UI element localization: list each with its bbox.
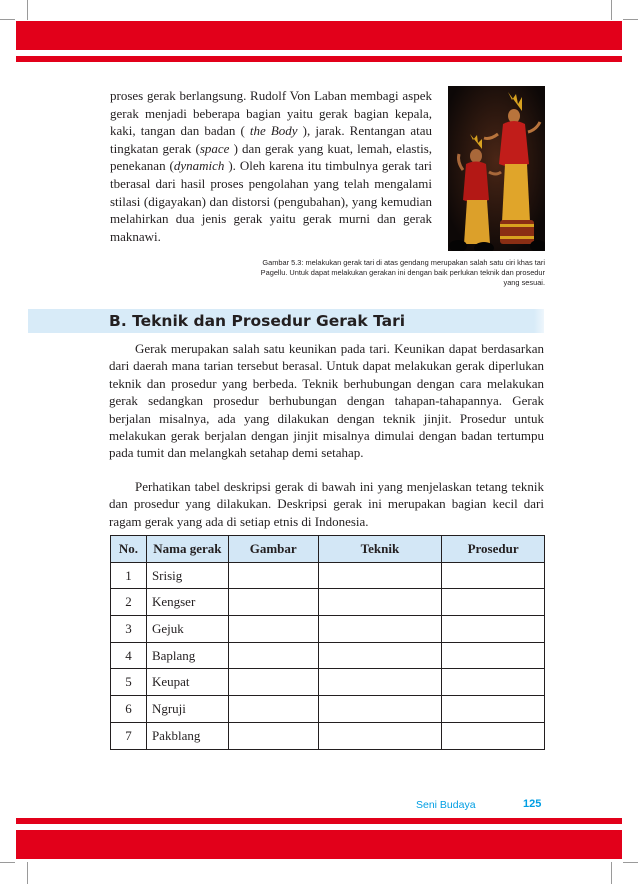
crop-mark xyxy=(623,19,638,20)
cell-image xyxy=(228,722,318,749)
table-row xyxy=(111,589,545,616)
text-line: dua jenis gerak yaitu gerak murni dan gerak maknawi. xyxy=(110,211,436,244)
cell-name: Ngruji xyxy=(146,696,228,723)
header-name: Nama gerak xyxy=(146,536,228,563)
cell-procedure xyxy=(442,696,545,723)
table-row xyxy=(111,616,545,643)
intro-paragraph xyxy=(110,87,436,245)
cell-technique xyxy=(318,589,442,616)
cell-image xyxy=(228,696,318,723)
section-heading: B. Teknik dan Prosedur Gerak Tari xyxy=(109,312,406,330)
header-no: No. xyxy=(111,536,147,563)
cell-no: 5 xyxy=(111,669,147,696)
cell-technique xyxy=(318,562,442,589)
heading-band-fade xyxy=(534,309,544,333)
movement-table xyxy=(110,535,545,750)
cell-no: 3 xyxy=(111,616,147,643)
table-header-row xyxy=(111,536,545,563)
footer-red-stripe xyxy=(16,818,622,824)
cell-image xyxy=(228,616,318,643)
cell-technique xyxy=(318,722,442,749)
table-row xyxy=(111,562,545,589)
cell-no: 6 xyxy=(111,696,147,723)
dancers-photo xyxy=(448,86,545,251)
text-line: ). Oleh karena xyxy=(224,158,304,174)
cell-technique xyxy=(318,642,442,669)
cell-name: Srisig xyxy=(146,562,228,589)
text-line: dan distorsi (pengubahan), yang kemudian melahirkan xyxy=(110,193,436,227)
header-procedure: Prosedur xyxy=(442,536,545,563)
cell-name: Kengser xyxy=(146,589,228,616)
text-line: pengolahan yang telah mengalami stilasi (digayakan) xyxy=(110,175,436,209)
text-line: ), jarak. xyxy=(297,123,345,139)
page-number: 125 xyxy=(523,798,542,810)
cell-name: Baplang xyxy=(146,642,228,669)
term-italic: space xyxy=(199,140,230,156)
text-line: Rentangan atau tingkatan gerak ( xyxy=(110,123,436,156)
term-italic: dynamich xyxy=(173,158,225,174)
cell-procedure xyxy=(442,722,545,749)
table-row xyxy=(111,722,545,749)
footer-red-band xyxy=(16,830,622,859)
text-line: ) dan gerak yang xyxy=(229,140,324,156)
term-italic: the Body xyxy=(249,123,298,139)
text-line: itu timbulnya gerak tari tberasal dari hasil proses xyxy=(110,158,436,191)
cell-procedure xyxy=(442,616,545,643)
cell-name: Pakblang xyxy=(146,722,228,749)
crop-mark xyxy=(611,0,612,20)
table-row xyxy=(111,696,545,723)
table-row xyxy=(111,642,545,669)
cell-no: 4 xyxy=(111,642,147,669)
table-row xyxy=(111,669,545,696)
header-red-band xyxy=(16,21,622,50)
text-line: kuat, lemah, elastis, penekanan ( xyxy=(110,140,436,174)
footer-book-title: Seni Budaya xyxy=(416,799,476,811)
crop-mark xyxy=(27,0,28,20)
table-intro-paragraph: Perhatikan tabel deskripsi gerak di bawah ini yang menjelaskan tetang teknik dan prosedur yang dilakukan. Deskripsi gerak ini merupakan bagian kecil dari ragam gerak yang ada di setiap etnis di Indonesia. xyxy=(109,479,544,529)
cell-technique xyxy=(318,616,442,643)
crop-mark xyxy=(27,862,28,884)
cell-no: 1 xyxy=(111,562,147,589)
header-technique: Teknik xyxy=(318,536,442,563)
cell-no: 7 xyxy=(111,722,147,749)
cell-technique xyxy=(318,696,442,723)
text-line: kepala, kaki, tangan dan badan ( xyxy=(110,105,436,139)
photo-caption: Gambar 5.3: melakukan gerak tari di atas gendang merupakan salah satu ciri khas tari Pagellu. Untuk dapat melakukan gerakan ini dengan baik perlukan teknik dan prosedur yang sesuai. xyxy=(260,258,545,288)
crop-mark xyxy=(611,862,612,884)
header-image: Gambar xyxy=(228,536,318,563)
cell-procedure xyxy=(442,589,545,616)
cell-image xyxy=(228,642,318,669)
text-line: proses gerak berlangsung. Rudolf Von Laban membagi xyxy=(110,88,399,103)
dancers-illustration xyxy=(448,86,545,251)
text-line: aspek gerak menjadi beberapa bagian yaitu gerak bagian xyxy=(110,88,436,121)
cell-procedure xyxy=(442,642,545,669)
crop-mark xyxy=(623,862,638,863)
cell-image xyxy=(228,589,318,616)
cell-image xyxy=(228,669,318,696)
cell-name: Keupat xyxy=(146,669,228,696)
cell-procedure xyxy=(442,562,545,589)
cell-technique xyxy=(318,669,442,696)
cell-image xyxy=(228,562,318,589)
cell-name: Gejuk xyxy=(146,616,228,643)
crop-mark xyxy=(0,19,15,20)
header-red-stripe xyxy=(16,56,622,62)
crop-mark xyxy=(0,862,15,863)
cell-no: 2 xyxy=(111,589,147,616)
cell-procedure xyxy=(442,669,545,696)
technique-paragraph: Gerak merupakan salah satu keunikan pada tari. Keunikan dapat berdasarkan dari daerah mana tarian tersebut berasal. Untuk dapat melakukan gerak diperlukan teknik dan prosedur yang berbeda. Teknik berhubungan dengan cara melakukan gerak sedangkan prosedur berhubungan dengan tahapan-tahapannya. Gerak berjalan misalnya, ada yang dilakukan dengan teknik jinjit. Prosedur untuk melakukan gerak berjalan dengan jinjit misalnya dimulai dengan badan tertumpu pada tumit dan melangkah setahap demi setahap. xyxy=(109,341,544,461)
